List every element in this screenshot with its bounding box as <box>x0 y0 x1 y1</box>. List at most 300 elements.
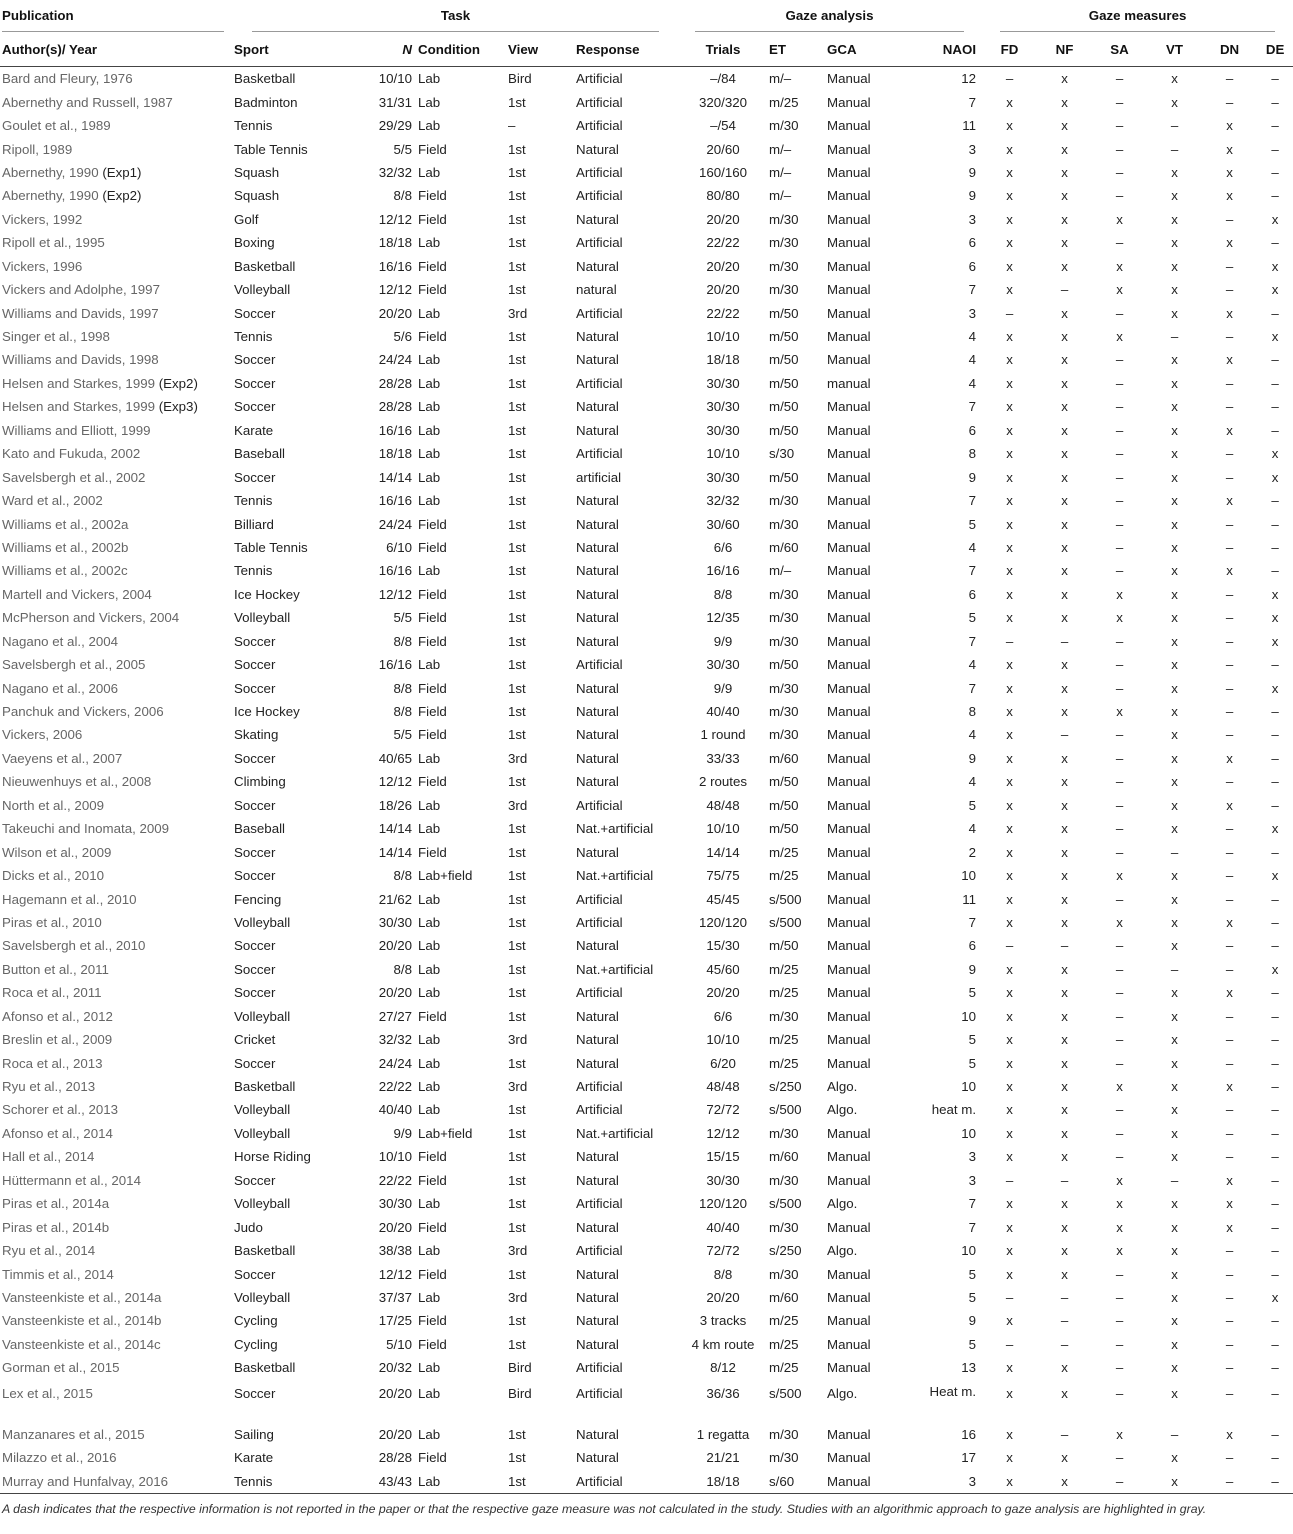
cell-et: s/30 <box>769 446 795 462</box>
cell-fd: x <box>1006 914 1013 930</box>
cell-sport: Volleyball <box>234 610 291 626</box>
cell-response: Natural <box>576 844 619 860</box>
cell-view: 1st <box>508 469 526 485</box>
cell-publication <box>0 840 234 863</box>
cell-naoi: 9 <box>968 469 977 485</box>
cell-response: Natural <box>576 586 619 602</box>
cell-trials: 32/32 <box>706 493 740 509</box>
cell-gca: Manual <box>827 797 871 813</box>
cell-vt: – <box>1170 844 1179 860</box>
cell-n: 16/16 <box>378 258 412 274</box>
cell-sa: x <box>1116 914 1123 930</box>
cell-naoi: 5 <box>968 516 977 532</box>
cell-view: 1st <box>508 1313 526 1329</box>
cell-condition: Field <box>418 610 447 626</box>
publication-experiment: (Exp2) <box>158 375 198 391</box>
cell-fd: x <box>1006 282 1013 298</box>
cell-condition: Lab <box>418 1243 441 1259</box>
cell-view: 1st <box>508 422 526 438</box>
cell-dn: – <box>1225 891 1234 907</box>
cell-et: m/– <box>769 563 792 579</box>
cell-publication <box>0 1192 234 1215</box>
cell-response: Artificial <box>576 1243 623 1259</box>
cell-trials: 36/36 <box>706 1385 740 1401</box>
cell-condition: Field <box>418 1219 447 1235</box>
cell-publication <box>0 1262 234 1285</box>
cell-de: – <box>1271 141 1279 157</box>
cell-trials: 10/10 <box>706 446 740 462</box>
cell-sa: – <box>1115 1102 1124 1118</box>
cell-condition: Lab <box>418 352 441 368</box>
cell-dn: – <box>1225 446 1234 462</box>
cell-response: Artificial <box>576 446 623 462</box>
cell-trials: 20/20 <box>706 211 740 227</box>
publication-author: Hagemann et al., 2010 <box>2 891 137 907</box>
cell-view: 1st <box>508 1125 526 1141</box>
cell-et: s/250 <box>769 1243 802 1259</box>
cell-dn: – <box>1225 868 1234 884</box>
cell-nf: x <box>1061 891 1068 907</box>
publication-author: Nagano et al., 2004 <box>2 633 119 649</box>
cell-view: 1st <box>508 329 526 345</box>
table-row <box>0 161 1293 184</box>
cell-vt: x <box>1171 211 1178 227</box>
cell-vt: x <box>1171 1385 1178 1401</box>
cell-sport: Ice Hockey <box>234 704 300 720</box>
cell-naoi: 9 <box>968 961 977 977</box>
cell-nf: x <box>1061 211 1068 227</box>
publication-author: Savelsbergh et al., 2005 <box>2 657 146 673</box>
cell-de: x <box>1271 258 1279 274</box>
cell-fd: x <box>1006 1055 1013 1071</box>
cell-fd: – <box>1005 1289 1014 1305</box>
cell-et: m/25 <box>769 1360 799 1376</box>
cell-sport: Soccer <box>234 1055 276 1071</box>
cell-sport: Cricket <box>234 1032 276 1048</box>
cell-vt: x <box>1171 422 1178 438</box>
cell-sa: – <box>1115 539 1124 555</box>
cell-sport: Soccer <box>234 352 276 368</box>
cell-gca: Manual <box>827 1336 871 1352</box>
cell-et: m/25 <box>769 1055 799 1071</box>
cell-fd: x <box>1006 985 1013 1001</box>
cell-nf: x <box>1061 305 1068 321</box>
cell-nf: – <box>1060 1172 1069 1188</box>
cell-view: 1st <box>508 633 526 649</box>
publication-author: Ward et al., 2002 <box>2 493 103 509</box>
table-row <box>0 723 1293 746</box>
cell-publication <box>0 184 234 207</box>
table-row <box>0 419 1293 442</box>
cell-condition: Lab <box>418 469 441 485</box>
cell-publication <box>0 137 234 160</box>
group-task: Task <box>234 0 677 32</box>
cell-sport: Tennis <box>234 118 273 134</box>
cell-publication <box>0 419 234 442</box>
cell-trials: 18/18 <box>706 1473 740 1489</box>
cell-naoi: 5 <box>968 1266 977 1282</box>
cell-condition: Lab <box>418 1079 441 1095</box>
cell-dn: – <box>1225 704 1234 720</box>
cell-response: Artificial <box>576 94 623 110</box>
cell-trials: 30/30 <box>706 399 740 415</box>
cell-publication <box>0 723 234 746</box>
col-vt: VT <box>1147 32 1202 67</box>
cell-sport: Soccer <box>234 750 276 766</box>
cell-condition: Field <box>418 1450 447 1466</box>
cell-condition: Field <box>418 1149 447 1165</box>
cell-publication <box>0 1333 234 1356</box>
cell-gca: Manual <box>827 1450 871 1466</box>
cell-naoi: 4 <box>968 352 977 368</box>
cell-nf: x <box>1061 914 1068 930</box>
cell-view: 1st <box>508 938 526 954</box>
publication-author: Abernethy, 1990 <box>2 188 99 204</box>
publication-author: Ripoll, 1989 <box>2 141 73 157</box>
cell-gca: Manual <box>827 961 871 977</box>
cell-n: 8/8 <box>393 680 412 696</box>
cell-publication <box>0 1423 234 1446</box>
cell-naoi: 3 <box>968 1172 977 1188</box>
cell-et: m/25 <box>769 1336 799 1352</box>
cell-nf: x <box>1061 680 1068 696</box>
cell-et: m/25 <box>769 985 799 1001</box>
cell-de: – <box>1271 399 1279 415</box>
cell-condition: Lab <box>418 446 441 462</box>
table-row <box>0 1075 1293 1098</box>
cell-sa: x <box>1116 586 1123 602</box>
cell-vt: x <box>1171 516 1178 532</box>
cell-fd: x <box>1006 375 1013 391</box>
cell-view: – <box>508 118 516 134</box>
cell-naoi: 4 <box>968 657 977 673</box>
cell-trials: 30/30 <box>706 422 740 438</box>
cell-fd: x <box>1006 329 1013 345</box>
cell-trials: 30/30 <box>706 1172 740 1188</box>
col-dn: DN <box>1202 32 1257 67</box>
cell-nf: x <box>1061 71 1068 87</box>
cell-gca: Manual <box>827 1360 871 1376</box>
cell-vt: x <box>1171 446 1178 462</box>
cell-nf: x <box>1061 352 1068 368</box>
cell-condition: Field <box>418 1172 447 1188</box>
cell-view: 1st <box>508 164 526 180</box>
table-row <box>0 1098 1293 1121</box>
header-group-row <box>0 0 1293 32</box>
cell-gca: Manual <box>827 305 871 321</box>
cell-naoi: 3 <box>968 1473 977 1489</box>
cell-vt: x <box>1171 493 1178 509</box>
cell-dn: – <box>1225 633 1234 649</box>
cell-sa: – <box>1115 774 1124 790</box>
col-sport: Sport <box>234 32 341 67</box>
cell-fd: x <box>1006 516 1013 532</box>
cell-view: 1st <box>508 211 526 227</box>
cell-de: x <box>1271 469 1279 485</box>
cell-sport: Volleyball <box>234 1125 291 1141</box>
cell-naoi: 6 <box>968 258 977 274</box>
cell-publication <box>0 536 234 559</box>
cell-sport: Soccer <box>234 938 276 954</box>
cell-de: – <box>1271 1008 1279 1024</box>
cell-response: Natural <box>576 938 619 954</box>
cell-view: 3rd <box>508 1032 528 1048</box>
cell-n: 16/16 <box>378 563 412 579</box>
header-column-row <box>0 32 1293 67</box>
cell-condition: Lab <box>418 235 441 251</box>
cell-sport: Table Tennis <box>234 141 308 157</box>
cell-n: 31/31 <box>378 94 412 110</box>
table-row <box>0 1051 1293 1074</box>
cell-de: x <box>1271 868 1279 884</box>
publication-author: Williams et al., 2002a <box>2 516 129 532</box>
cell-dn: – <box>1225 844 1234 860</box>
cell-gca: Manual <box>827 586 871 602</box>
cell-gca: Manual <box>827 1172 871 1188</box>
cell-n: 9/9 <box>393 1125 412 1141</box>
cell-naoi: 9 <box>968 1313 977 1329</box>
cell-vt: x <box>1171 1243 1178 1259</box>
cell-condition: Lab <box>418 493 441 509</box>
cell-dn: – <box>1225 1102 1234 1118</box>
cell-sport: Squash <box>234 188 280 204</box>
table-row <box>0 255 1293 278</box>
table-row <box>0 583 1293 606</box>
publication-author: Button et al., 2011 <box>2 961 109 977</box>
cell-view: 1st <box>508 282 526 298</box>
cell-de: x <box>1271 821 1279 837</box>
cell-dn: – <box>1225 821 1234 837</box>
cell-fd: x <box>1006 539 1013 555</box>
cell-de: x <box>1271 446 1279 462</box>
cell-condition: Lab <box>418 422 441 438</box>
cell-gca: Manual <box>827 891 871 907</box>
cell-condition: Field <box>418 680 447 696</box>
cell-dn: x <box>1226 914 1233 930</box>
cell-view: 1st <box>508 1055 526 1071</box>
cell-publication <box>0 1098 234 1121</box>
cell-gca: Manual <box>827 352 871 368</box>
cell-de: x <box>1271 680 1279 696</box>
cell-de: – <box>1271 235 1279 251</box>
cell-de: – <box>1271 1243 1279 1259</box>
table-row <box>0 559 1293 582</box>
cell-dn: – <box>1225 680 1234 696</box>
cell-response: Artificial <box>576 1196 623 1212</box>
cell-de: – <box>1271 516 1279 532</box>
cell-sport: Volleyball <box>234 1196 291 1212</box>
cell-response: Natural <box>576 610 619 626</box>
publication-author: Dicks et al., 2010 <box>2 868 104 884</box>
cell-sport: Baseball <box>234 446 286 462</box>
cell-n: 16/16 <box>378 657 412 673</box>
cell-dn: – <box>1225 1008 1234 1024</box>
cell-sa: – <box>1115 563 1124 579</box>
cell-gca: Manual <box>827 680 871 696</box>
cell-gca: Manual <box>827 727 871 743</box>
cell-trials: 12/12 <box>706 1125 740 1141</box>
cell-condition: Lab <box>418 94 441 110</box>
cell-nf: x <box>1061 1450 1068 1466</box>
cell-publication <box>0 864 234 887</box>
cell-response: Natural <box>576 493 619 509</box>
table-row <box>0 278 1293 301</box>
cell-vt: x <box>1171 1102 1178 1118</box>
cell-sport: Basketball <box>234 258 296 274</box>
cell-sa: – <box>1115 399 1124 415</box>
cell-view: 1st <box>508 1266 526 1282</box>
cell-sa: – <box>1115 71 1124 87</box>
cell-sa: x <box>1116 282 1123 298</box>
cell-view: 1st <box>508 704 526 720</box>
table-row <box>0 536 1293 559</box>
cell-publication <box>0 583 234 606</box>
cell-view: 1st <box>508 516 526 532</box>
cell-gca: Manual <box>827 844 871 860</box>
cell-n: 8/8 <box>393 961 412 977</box>
cell-sa: – <box>1115 1055 1124 1071</box>
cell-vt: x <box>1171 586 1178 602</box>
cell-et: m/– <box>769 71 792 87</box>
cell-trials: 22/22 <box>706 305 740 321</box>
cell-sport: Boxing <box>234 235 275 251</box>
cell-et: s/250 <box>769 1079 802 1095</box>
cell-sa: x <box>1116 610 1123 626</box>
cell-nf: – <box>1060 938 1069 954</box>
col-view: View <box>508 32 576 67</box>
cell-fd: x <box>1006 1102 1013 1118</box>
table-row <box>0 887 1293 910</box>
cell-sa: – <box>1115 1266 1124 1282</box>
cell-condition: Lab <box>418 985 441 1001</box>
cell-nf: – <box>1060 1336 1069 1352</box>
cell-publication <box>0 1446 234 1469</box>
cell-condition: Field <box>418 211 447 227</box>
cell-gca: Algo. <box>827 1102 858 1118</box>
footnote-row <box>0 1493 1293 1516</box>
cell-response: Artificial <box>576 891 623 907</box>
cell-sa: – <box>1115 235 1124 251</box>
cell-fd: x <box>1006 235 1013 251</box>
cell-trials: 14/14 <box>706 844 740 860</box>
cell-condition: Lab <box>418 1360 441 1376</box>
cell-trials: 22/22 <box>706 235 740 251</box>
cell-dn: – <box>1225 258 1234 274</box>
cell-naoi: 7 <box>968 633 977 649</box>
cell-trials: 9/9 <box>713 633 733 649</box>
cell-sa: – <box>1115 1473 1124 1489</box>
cell-n: 5/10 <box>386 1336 412 1352</box>
publication-author: Takeuchi and Inomata, 2009 <box>2 821 170 837</box>
cell-publication <box>0 325 234 348</box>
publication-author: Williams et al., 2002b <box>2 539 129 555</box>
cell-condition: Lab <box>418 563 441 579</box>
cell-fd: x <box>1006 94 1013 110</box>
cell-nf: – <box>1060 1313 1069 1329</box>
cell-publication <box>0 1169 234 1192</box>
cell-nf: x <box>1061 235 1068 251</box>
cell-gca: Algo. <box>827 1079 858 1095</box>
cell-de: – <box>1271 1102 1279 1118</box>
cell-sport: Soccer <box>234 469 276 485</box>
table-row <box>0 1145 1293 1168</box>
cell-vt: x <box>1171 680 1178 696</box>
cell-view: 1st <box>508 844 526 860</box>
cell-n: 24/24 <box>378 1055 412 1071</box>
cell-trials: 30/30 <box>706 469 740 485</box>
cell-naoi: 10 <box>961 1008 977 1024</box>
cell-trials: 1 regatta <box>696 1426 750 1442</box>
cell-publication <box>0 1005 234 1028</box>
cell-sa: – <box>1115 727 1124 743</box>
cell-vt: x <box>1171 563 1178 579</box>
table-row <box>0 465 1293 488</box>
cell-n: 17/25 <box>378 1313 412 1329</box>
cell-gca: Algo. <box>827 1243 858 1259</box>
cell-gca: Manual <box>827 563 871 579</box>
cell-view: 1st <box>508 493 526 509</box>
cell-view: 1st <box>508 1149 526 1165</box>
publication-experiment: (Exp2) <box>102 188 142 204</box>
cell-response: Natural <box>576 1450 619 1466</box>
cell-et: m/50 <box>769 305 799 321</box>
cell-sa: – <box>1115 1149 1124 1165</box>
cell-view: Bird <box>508 71 532 87</box>
cell-condition: Field <box>418 633 447 649</box>
cell-naoi: 5 <box>968 985 977 1001</box>
cell-vt: x <box>1171 1266 1178 1282</box>
cell-sport: Table Tennis <box>234 539 308 555</box>
cell-sport: Basketball <box>234 1243 296 1259</box>
cell-dn: – <box>1225 1360 1234 1376</box>
cell-publication <box>0 442 234 465</box>
cell-nf: x <box>1061 469 1068 485</box>
cell-publication <box>0 653 234 676</box>
cell-fd: x <box>1006 1243 1013 1259</box>
col-condition: Condition <box>418 32 508 67</box>
cell-sa: – <box>1115 164 1124 180</box>
cell-view: 1st <box>508 868 526 884</box>
cell-n: 16/16 <box>378 493 412 509</box>
cell-publication <box>0 911 234 934</box>
cell-sport: Soccer <box>234 375 276 391</box>
cell-condition: Lab <box>418 1102 441 1118</box>
cell-vt: x <box>1171 305 1178 321</box>
group-gaze-analysis: Gaze analysis <box>677 0 982 32</box>
cell-et: m/50 <box>769 797 799 813</box>
cell-dn: x <box>1226 164 1233 180</box>
cell-et: m/25 <box>769 94 799 110</box>
cell-n: 21/62 <box>378 891 412 907</box>
table-row <box>0 489 1293 512</box>
cell-view: 1st <box>508 1426 526 1442</box>
cell-sa: – <box>1115 821 1124 837</box>
cell-n: 29/29 <box>378 118 412 134</box>
cell-view: 1st <box>508 914 526 930</box>
cell-nf: x <box>1061 1079 1068 1095</box>
cell-dn: x <box>1226 305 1233 321</box>
cell-naoi: 5 <box>968 1336 977 1352</box>
cell-gca: Manual <box>827 282 871 298</box>
cell-n: 10/10 <box>378 1149 412 1165</box>
cell-n: 43/43 <box>378 1473 412 1489</box>
cell-vt: – <box>1170 1426 1179 1442</box>
publication-author: Williams and Elliott, 1999 <box>2 422 151 438</box>
table-row <box>0 442 1293 465</box>
table-row <box>0 1469 1293 1493</box>
cell-dn: x <box>1226 188 1233 204</box>
cell-dn: – <box>1225 1473 1234 1489</box>
